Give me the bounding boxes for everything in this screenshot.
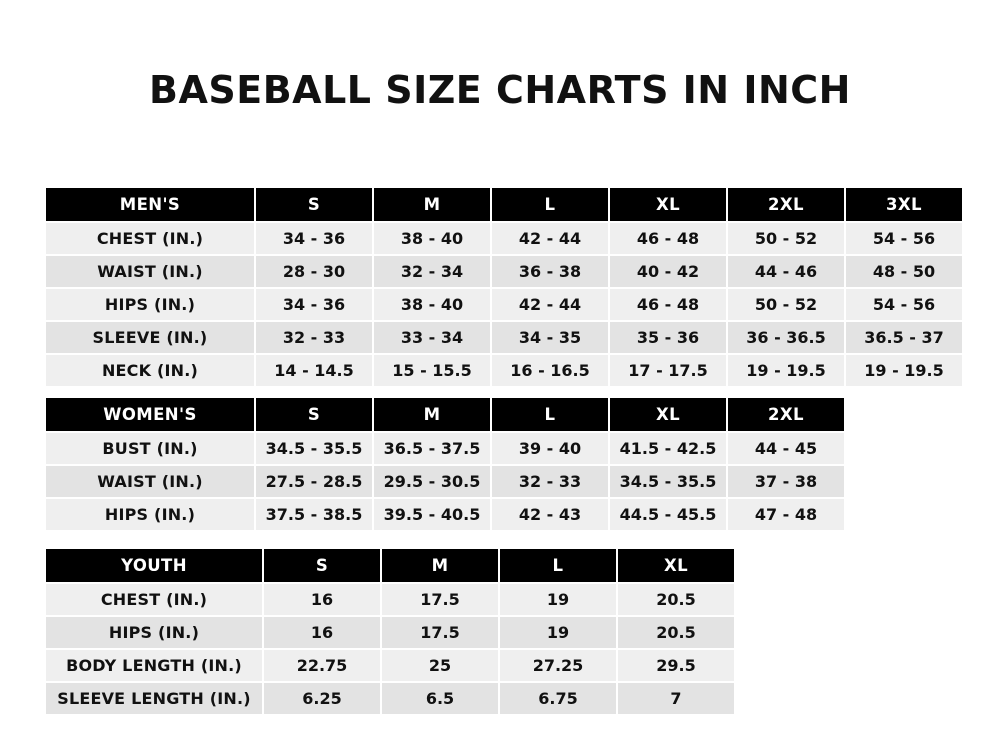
cell: 36 - 36.5	[727, 321, 845, 354]
womens-header-s: S	[255, 397, 373, 432]
row-label: SLEEVE LENGTH (IN.)	[45, 682, 263, 715]
cell: 17.5	[381, 583, 499, 616]
womens-table-body	[45, 432, 845, 531]
cell: 16	[263, 616, 381, 649]
cell: 15 - 15.5	[373, 354, 491, 387]
youth-header-m: M	[381, 548, 499, 583]
cell: 34 - 36	[255, 222, 373, 255]
womens-header-xl: XL	[609, 397, 727, 432]
mens-header-xl: XL	[609, 187, 727, 222]
mens-table-body	[45, 222, 963, 387]
cell: 39.5 - 40.5	[373, 498, 491, 531]
cell: 25	[381, 649, 499, 682]
cell: 34.5 - 35.5	[609, 465, 727, 498]
cell: 20.5	[617, 583, 735, 616]
youth-header-s: S	[263, 548, 381, 583]
row-label: WAIST (IN.)	[45, 465, 255, 498]
table-row	[45, 498, 845, 531]
cell: 16 - 16.5	[491, 354, 609, 387]
table-row	[45, 649, 735, 682]
cell: 34.5 - 35.5	[255, 432, 373, 465]
cell: 42 - 43	[491, 498, 609, 531]
mens-header-s: S	[255, 187, 373, 222]
mens-table-header	[45, 187, 963, 222]
table-row	[45, 255, 963, 288]
cell: 16	[263, 583, 381, 616]
cell: 6.25	[263, 682, 381, 715]
table-row	[45, 354, 963, 387]
cell: 19	[499, 616, 617, 649]
cell: 19 - 19.5	[727, 354, 845, 387]
row-label: HIPS (IN.)	[45, 498, 255, 531]
cell: 34 - 36	[255, 288, 373, 321]
cell: 36.5 - 37.5	[373, 432, 491, 465]
youth-size-table	[44, 547, 736, 716]
mens-header-l: L	[491, 187, 609, 222]
row-label: CHEST (IN.)	[45, 222, 255, 255]
table-header-row	[45, 548, 735, 583]
cell: 38 - 40	[373, 222, 491, 255]
cell: 14 - 14.5	[255, 354, 373, 387]
youth-table-header	[45, 548, 735, 583]
page-title: BASEBALL SIZE CHARTS IN INCH	[149, 68, 851, 112]
table-header-row	[45, 187, 963, 222]
cell: 33 - 34	[373, 321, 491, 354]
cell: 50 - 52	[727, 222, 845, 255]
cell: 29.5 - 30.5	[373, 465, 491, 498]
cell: 32 - 34	[373, 255, 491, 288]
cell: 32 - 33	[491, 465, 609, 498]
cell: 22.75	[263, 649, 381, 682]
row-label: SLEEVE (IN.)	[45, 321, 255, 354]
table-row	[45, 222, 963, 255]
cell: 27.25	[499, 649, 617, 682]
row-label: WAIST (IN.)	[45, 255, 255, 288]
cell: 54 - 56	[845, 288, 963, 321]
mens-header-2xl: 2XL	[727, 187, 845, 222]
mens-header-label: MEN'S	[45, 187, 255, 222]
cell: 35 - 36	[609, 321, 727, 354]
cell: 37.5 - 38.5	[255, 498, 373, 531]
cell: 46 - 48	[609, 222, 727, 255]
cell: 17.5	[381, 616, 499, 649]
table-row	[45, 465, 845, 498]
cell: 42 - 44	[491, 222, 609, 255]
row-label: NECK (IN.)	[45, 354, 255, 387]
row-label: HIPS (IN.)	[45, 288, 255, 321]
cell: 44 - 45	[727, 432, 845, 465]
cell: 32 - 33	[255, 321, 373, 354]
womens-header-m: M	[373, 397, 491, 432]
cell: 36 - 38	[491, 255, 609, 288]
table-row	[45, 583, 735, 616]
cell: 50 - 52	[727, 288, 845, 321]
cell: 42 - 44	[491, 288, 609, 321]
cell: 48 - 50	[845, 255, 963, 288]
cell: 7	[617, 682, 735, 715]
cell: 54 - 56	[845, 222, 963, 255]
table-row	[45, 616, 735, 649]
row-label: BODY LENGTH (IN.)	[45, 649, 263, 682]
table-row	[45, 288, 963, 321]
table-row	[45, 321, 963, 354]
cell: 17 - 17.5	[609, 354, 727, 387]
cell: 20.5	[617, 616, 735, 649]
row-label: HIPS (IN.)	[45, 616, 263, 649]
cell: 41.5 - 42.5	[609, 432, 727, 465]
cell: 44.5 - 45.5	[609, 498, 727, 531]
cell: 46 - 48	[609, 288, 727, 321]
table-row	[45, 432, 845, 465]
mens-header-3xl: 3XL	[845, 187, 963, 222]
youth-table-body	[45, 583, 735, 715]
mens-header-m: M	[373, 187, 491, 222]
cell: 44 - 46	[727, 255, 845, 288]
womens-header-l: L	[491, 397, 609, 432]
youth-header-label: YOUTH	[45, 548, 263, 583]
cell: 28 - 30	[255, 255, 373, 288]
table-header-row	[45, 397, 845, 432]
cell: 37 - 38	[727, 465, 845, 498]
cell: 27.5 - 28.5	[255, 465, 373, 498]
womens-size-table	[44, 396, 846, 532]
cell: 29.5	[617, 649, 735, 682]
cell: 47 - 48	[727, 498, 845, 531]
cell: 34 - 35	[491, 321, 609, 354]
youth-header-l: L	[499, 548, 617, 583]
cell: 40 - 42	[609, 255, 727, 288]
mens-size-table	[44, 186, 964, 388]
table-row	[45, 682, 735, 715]
cell: 6.5	[381, 682, 499, 715]
row-label: CHEST (IN.)	[45, 583, 263, 616]
cell: 6.75	[499, 682, 617, 715]
cell: 39 - 40	[491, 432, 609, 465]
womens-header-2xl: 2XL	[727, 397, 845, 432]
cell: 19	[499, 583, 617, 616]
cell: 19 - 19.5	[845, 354, 963, 387]
womens-table-header	[45, 397, 845, 432]
youth-header-xl: XL	[617, 548, 735, 583]
womens-header-label: WOMEN'S	[45, 397, 255, 432]
cell: 38 - 40	[373, 288, 491, 321]
cell: 36.5 - 37	[845, 321, 963, 354]
row-label: BUST (IN.)	[45, 432, 255, 465]
